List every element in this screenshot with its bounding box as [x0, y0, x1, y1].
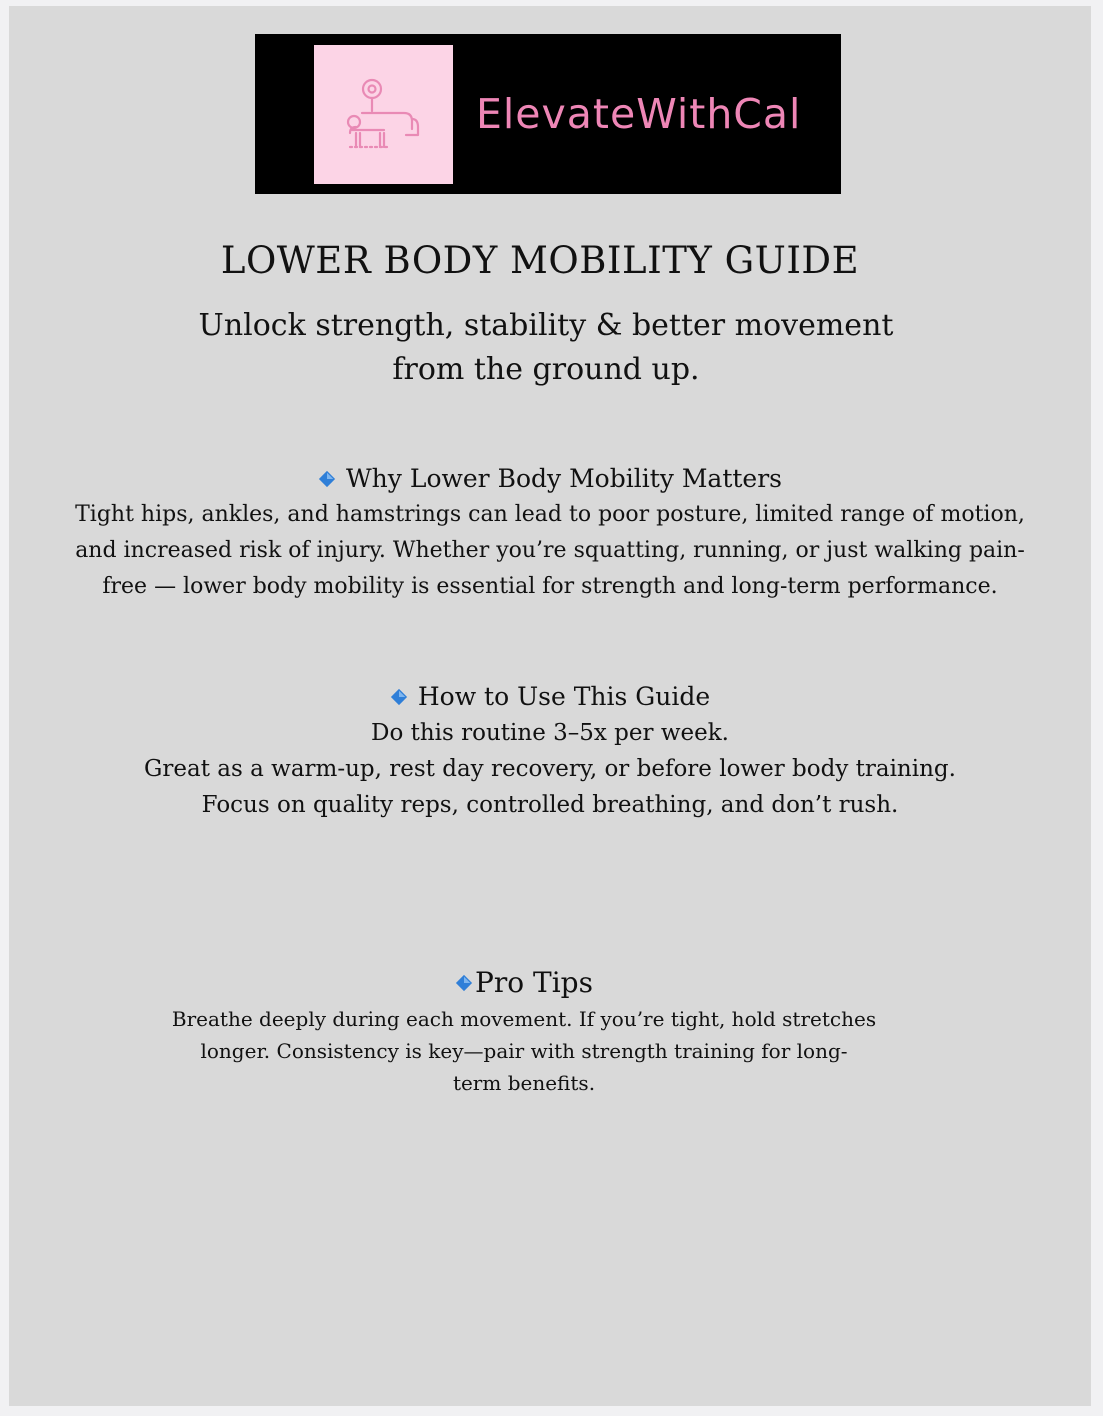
section-heading	[9, 963, 1039, 1003]
section-text-line: and increased risk of injury. Whether you’re squatting, running, or just walking pain-	[75, 538, 1025, 563]
section-text-line: free — lower body mobility is essential for strength and long-term performance.	[102, 574, 998, 599]
page-title: LOWER BODY MOBILITY GUIDE	[220, 239, 860, 282]
section-text-line: Do this routine 3–5x per week.	[371, 720, 729, 746]
logo	[314, 45, 453, 184]
subtitle	[9, 304, 1083, 392]
brand-name: ElevateWithCal	[476, 90, 802, 138]
weight-bench-icon	[344, 75, 424, 155]
section-why-mobility	[9, 461, 1091, 605]
section-text-line: Focus on quality reps, controlled breathing, and don’t rush.	[201, 792, 899, 818]
section-text-line: Great as a warm-up, rest day recovery, or before lower body training.	[144, 756, 956, 782]
section-heading-text: Why Lower Body Mobility Matters	[345, 464, 783, 493]
blue-diamond-icon	[455, 974, 473, 992]
blue-diamond-icon	[390, 688, 408, 706]
section-how-to-use	[9, 679, 1091, 823]
section-text-line: Tight hips, ankles, and hamstrings can lead to poor posture, limited range of motion,	[75, 502, 1025, 527]
section-heading-text: How to Use This Guide	[417, 682, 711, 711]
section-text-line: longer. Consistency is key—pair with strength training for long-	[200, 1039, 848, 1063]
subtitle-line: from the ground up.	[392, 352, 700, 387]
section-heading	[9, 679, 1091, 715]
section-heading	[9, 461, 1091, 497]
section-heading-text: Pro Tips	[475, 966, 593, 999]
brand-banner	[255, 34, 841, 194]
section-text-line: term benefits.	[452, 1071, 596, 1095]
section-text-line: Breathe deeply during each movement. If you’re tight, hold stretches	[171, 1007, 877, 1031]
subtitle-line: Unlock strength, stability & better movement	[198, 308, 894, 343]
section-pro-tips	[9, 963, 1039, 1099]
blue-diamond-icon	[318, 470, 336, 488]
guide-page	[9, 6, 1091, 1406]
